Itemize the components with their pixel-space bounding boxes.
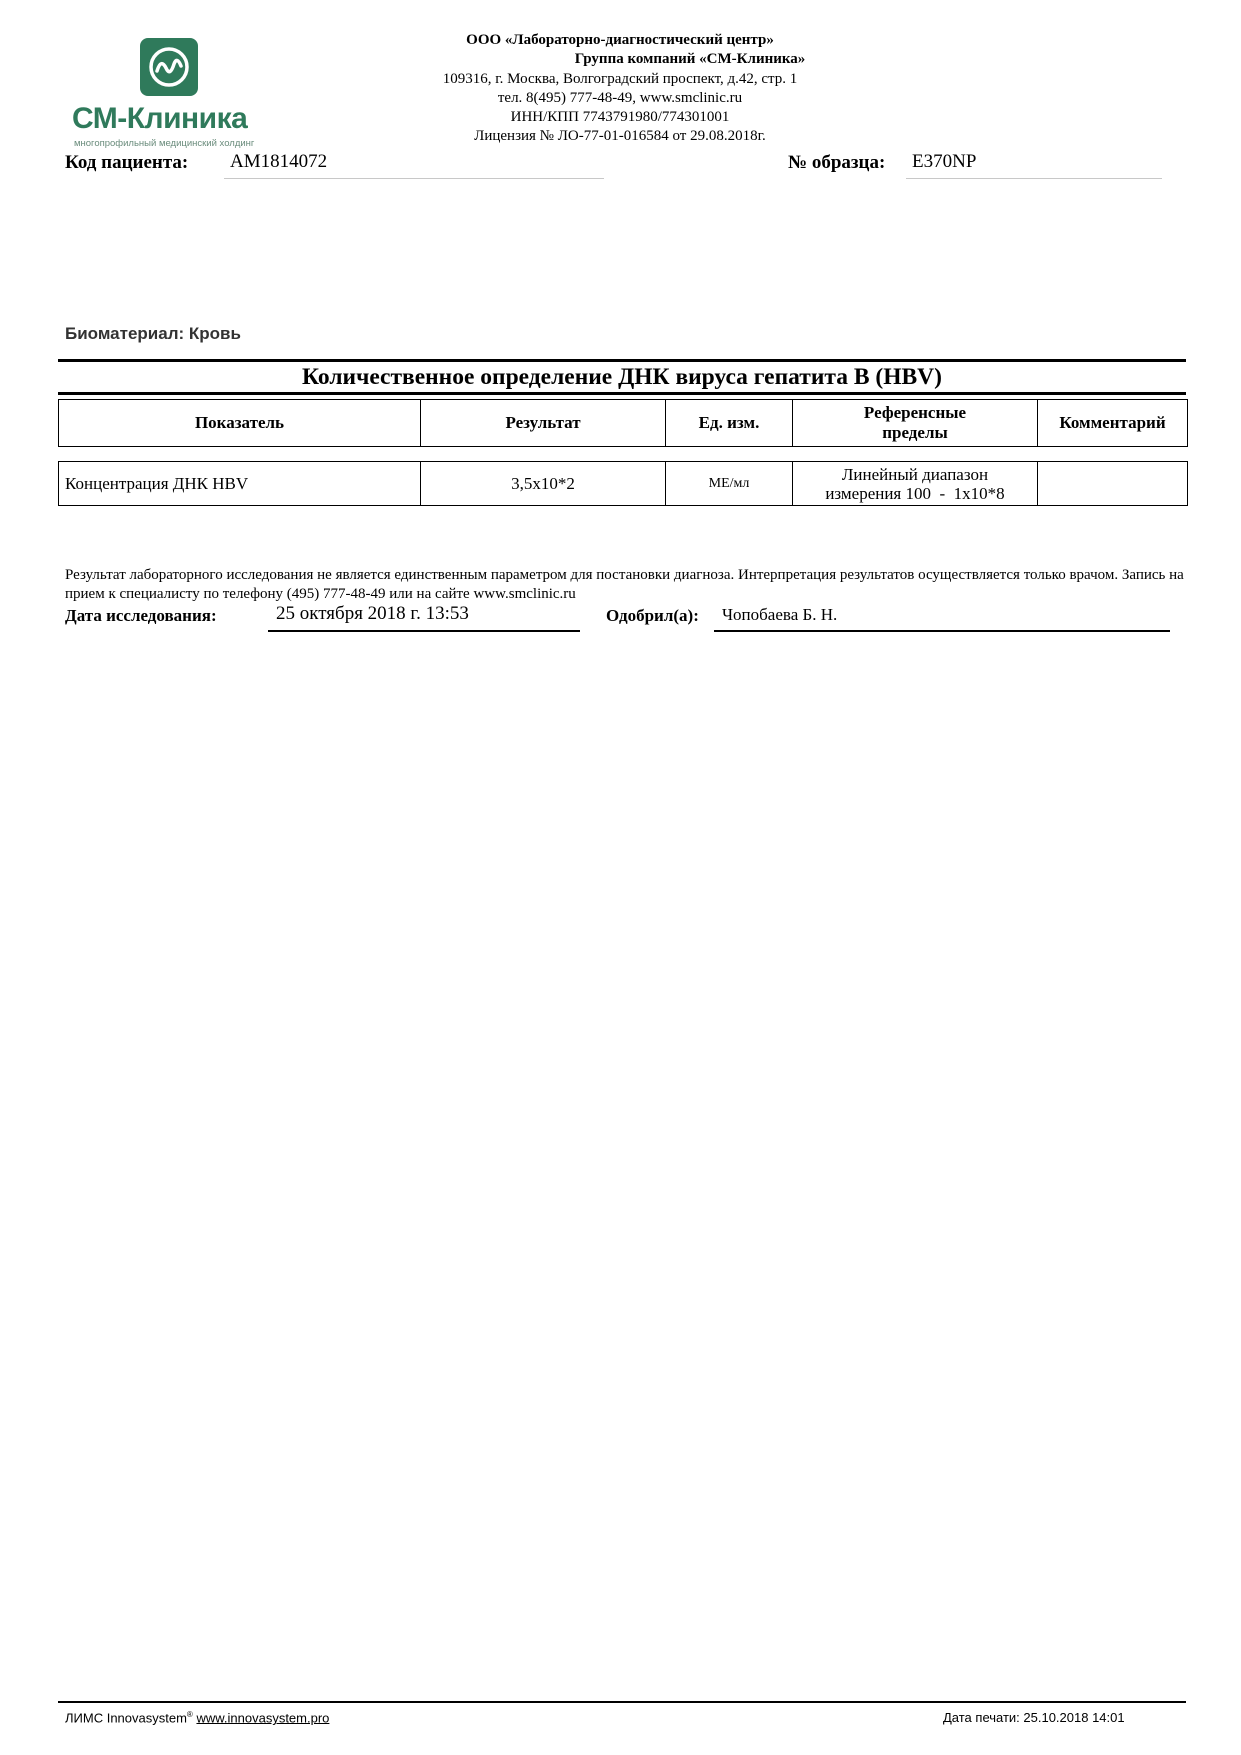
sample-number-value: E370NP (912, 151, 977, 172)
footer-print-date: Дата печати: 25.10.2018 14:01 (943, 1710, 1125, 1725)
footer-link[interactable]: www.innovasystem.pro (196, 1710, 330, 1726)
header-comment: Комментарий (1038, 400, 1188, 447)
clinic-logo (72, 38, 272, 148)
biomaterial-partial: Биоматериал: Кровь (65, 324, 241, 343)
header-unit: Ед. изм. (666, 400, 793, 447)
row-reference-line1: Линейный диапазон (841, 464, 989, 484)
row-result: 3,5x10*2 (421, 462, 666, 506)
sm-clinic-logo-icon (140, 38, 198, 96)
title-rule-bottom (58, 392, 1186, 395)
row-reference-line2: измерения 100 - 1x10*8 (825, 483, 1005, 503)
org-license: Лицензия № ЛО-77-01-016584 от 29.08.2018г. (474, 128, 766, 144)
patient-code-label: Код пациента: (65, 152, 189, 173)
org-group: Группа компаний «СМ-Клиника» (574, 51, 806, 67)
study-date-underline (268, 630, 580, 632)
org-inn: ИНН/КПП 7743791980/774301001 (510, 109, 730, 125)
title-rule-top (58, 359, 1186, 362)
org-phone: тел. 8(495) 777-48-49, www.smclinic.ru (497, 90, 743, 106)
approved-underline (714, 630, 1170, 632)
sample-number-underline (906, 178, 1162, 179)
logo-name: СМ-Клиника (72, 102, 248, 135)
table-row (59, 462, 1188, 506)
row-comment (1038, 462, 1188, 506)
sample-number-label: № образца: (788, 152, 886, 173)
results-table (58, 461, 1188, 506)
row-unit: МЕ/мл (666, 462, 793, 506)
row-indicator: Концентрация ДНК HBV (59, 462, 421, 506)
org-name: ООО «Лабораторно-диагностический центр» (466, 32, 774, 48)
results-header (58, 399, 1188, 447)
header-indicator: Показатель (59, 400, 421, 447)
footer-lims-name: ЛИМС Innovasystem (65, 1710, 187, 1726)
header-reference: Референсные пределы (793, 400, 1038, 447)
study-date-label: Дата исследования: (65, 606, 217, 625)
registered-mark: ® (186, 1710, 193, 1719)
approved-label: Одобрил(а): (606, 606, 699, 625)
test-title: Количественное определение ДНК вируса гепатита В (HBV) (302, 364, 942, 390)
org-address: 109316, г. Москва, Волгоградский проспект, д.42, стр. 1 (442, 71, 798, 87)
footer-lims (65, 1710, 329, 1725)
patient-code-underline (224, 178, 604, 179)
approved-value: Чопобаева Б. Н. (722, 605, 838, 624)
disclaimer-note: Результат лабораторного исследования не является единственным параметром для постановки диагноза. Интерпретация результатов осуществляется только врачом. Запись на прием к специалисту по телефону (495) 777-48-49 или на сайте www.smclinic.ru (65, 567, 1184, 602)
row-reference (793, 462, 1038, 506)
patient-code-value: AM1814072 (230, 151, 328, 172)
study-date-value: 25 октября 2018 г. 13:53 (276, 603, 469, 624)
logo-tagline: многопрофильный медицинский холдинг (74, 138, 255, 149)
header-result: Результат (421, 400, 666, 447)
footer-rule (58, 1701, 1186, 1703)
